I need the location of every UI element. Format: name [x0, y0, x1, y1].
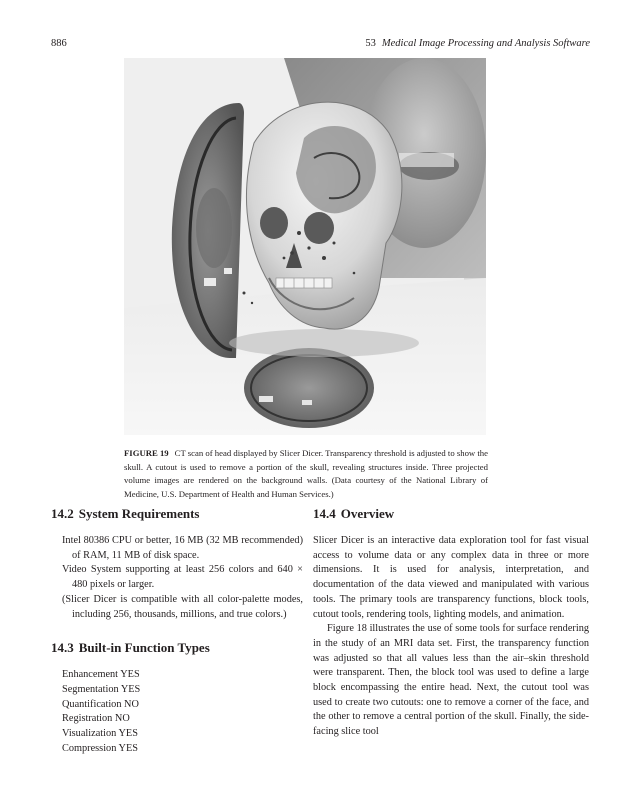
list-item: Visualization YES	[62, 728, 138, 740]
chapter-title: Medical Image Processing and Analysis Software	[381, 38, 590, 49]
section-heading-builtin-function-types	[51, 640, 303, 656]
body-paragraph: Figure 18 illustrates the use of some tools for surface rendering in the study of an MRI data set. First, the transparency function was adjusted so that all values less than the air–skin threshold were transparent. Then, the block tool was used to define a large block encompassing the entire head. Next, the cutout tool was used to create two cutouts: one to remove a corner of the face, and the other to remove a central portion of the skull. Finally, the side-facing slice tool	[313, 623, 589, 738]
section-number: 14.2	[51, 506, 74, 521]
requirement-item: Video System supporting at least 256 colors and 640 × 480 pixels or larger.	[62, 564, 303, 591]
figure-caption-text: CT scan of head displayed by Slicer Dicer. Transparency threshold is adjusted to show the skull. A cutout is used to remove a portion of the skull, revealing structures inside. Three projected volume images are rendered on the background walls. (Data courtesy of the National Library of Medicine, U.S. Department of Health and Human Services.)	[124, 448, 488, 499]
function-type-list	[51, 668, 303, 756]
list-item: Registration NO	[62, 713, 130, 725]
chapter-number: 53	[365, 38, 376, 49]
ct-skull-illustration	[124, 58, 486, 435]
page-number: 886	[51, 38, 67, 49]
list-item: Quantification NO	[62, 698, 139, 710]
section-title: Built-in Function Types	[78, 640, 210, 656]
section-number: 14.3	[51, 640, 74, 656]
left-column	[51, 506, 303, 756]
body-paragraph: Slicer Dicer is an interactive data exploration tool for fast visual access to volume data or any complex data in three or more dimensions. It is used for analysis, interpretation, and documentation of the data viewed and manipulated with various tools. The primary tools are transparency functions, block tools, cutout tools, rendering tools, lighting models, and animation.	[313, 535, 589, 620]
list-item: Enhancement YES	[62, 669, 140, 681]
section-heading-overview	[313, 506, 589, 522]
section-title: System Requirements	[78, 506, 200, 521]
right-column	[313, 506, 589, 740]
requirement-item: Intel 80386 CPU or better, 16 MB (32 MB recommended) of RAM, 11 MB of disk space.	[62, 535, 303, 561]
list-item: Segmentation YES	[62, 683, 141, 695]
requirement-item: (Slicer Dicer is compatible with all color-palette modes, including 256, thousands, millions, and true colors.)	[62, 593, 303, 620]
figure-label: FIGURE 19	[124, 448, 169, 458]
figure-ct-head-render	[124, 58, 486, 435]
figure-caption	[124, 447, 488, 501]
running-header	[365, 38, 590, 49]
list-item: Compression YES	[62, 742, 138, 754]
section-title: Overview	[340, 506, 395, 521]
section-number: 14.4	[313, 506, 336, 521]
section-heading-system-requirements	[51, 506, 303, 522]
